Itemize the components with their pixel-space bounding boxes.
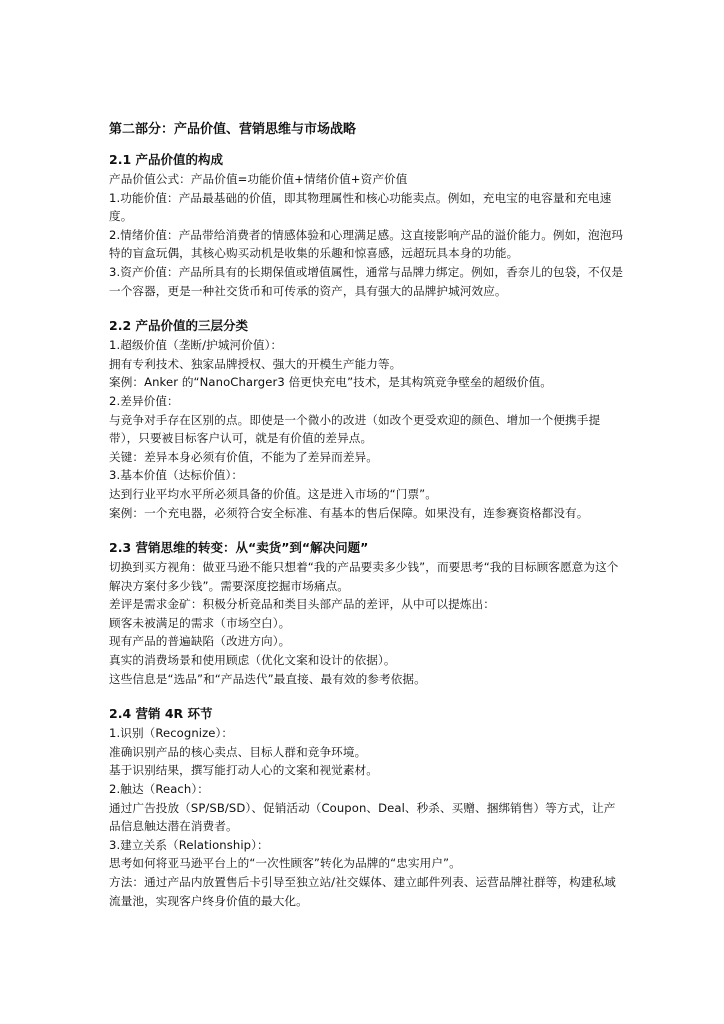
paragraph: 真实的消费场景和使用顾虑（优化文案和设计的依据）。 (109, 653, 396, 668)
paragraph: 3.基本价值（达标价值）： (109, 468, 244, 483)
paragraph: 2.触达（Reach）： (109, 782, 209, 797)
paragraph: 1.识别（Recognize）： (109, 726, 234, 741)
paragraph: 产品价值公式：产品价值=功能价值+情绪价值+资产价值 (109, 172, 408, 186)
paragraph: 1.超级价值（垄断/护城河价值）： (109, 338, 283, 353)
paragraph: 方法：通过产品内放置售后卡引导至独立站/社交媒体、建立邮件列表、运营品牌社群等，构建私域流量池，实现客户终身价值的最大化。 (109, 875, 616, 908)
paragraph: 2.差异价值： (109, 393, 179, 408)
section-title: 2.2 产品价值的三层分类 (109, 318, 248, 334)
paragraph: 案例：Anker 的“NanoCharger3 倍更快充电”技术，是其构筑竞争壁垒的超级价值。 (109, 375, 552, 390)
paragraph: 基于识别结果，撰写能打动人心的文案和视觉素材。 (109, 763, 378, 778)
paragraph: 达到行业平均水平所必须具备的价值。这是进入市场的“门票”。 (109, 486, 437, 501)
paragraph: 这些信息是“选品”和“产品迭代”最直接、最有效的参考依据。 (109, 671, 426, 686)
section-title: 2.3 营销思维的转变：从“卖货”到“解决问题” (109, 540, 369, 556)
paragraph: 1.功能价值：产品最基础的价值，即其物理属性和核心功能卖点。例如，充电宝的电容量和充电速度。 (109, 190, 612, 224)
section-2-2 (109, 316, 624, 522)
paragraph: 案例：一个充电器，必须符合安全标准、有基本的售后保障。如果没有，连参赛资格都没有。 (109, 505, 589, 520)
section-2-4 (109, 704, 624, 910)
paragraph: 差评是需求金矿：积极分析竞品和类目头部产品的差评，从中可以提炼出： (109, 597, 495, 612)
paragraph: 拥有专利技术、独家品牌授权、强大的开模生产能力等。 (109, 356, 402, 371)
paragraph: 准确识别产品的核心卖点、目标人群和竞争环境。 (109, 744, 367, 759)
paragraph: 顾客未被满足的需求（市场空白）。 (109, 615, 291, 630)
paragraph: 与竞争对手存在区别的点。即使是一个微小的改进（如改个更受欢迎的颜色、增加一个便携手提带），只要被目标客户认可，就是有价值的差异点。 (109, 412, 601, 446)
paragraph: 3.建立关系（Relationship）： (109, 837, 269, 852)
paragraph: 现有产品的普遍缺陷（改进方向）。 (109, 634, 291, 649)
paragraph: 3.资产价值：产品所具有的长期保值或增值属性，通常与品牌力绑定。例如，香奈儿的包袋，不仅是一个容器，更是一种社交货币和可传承的资产，具有强大的品牌护城河效应。 (109, 264, 624, 298)
paragraph: 切换到买方视角：做亚马逊不能只想着“我的产品要卖多少钱”，而要思考“我的目标顾客愿意为这个解决方案付多少钱”。需要深度挖掘市场痛点。 (109, 560, 619, 593)
section-title: 2.4 营销 4R 环节 (109, 706, 213, 722)
section-2-1 (109, 150, 624, 300)
paragraph: 思考如何将亚马逊平台上的“一次性顾客”转化为品牌的“忠实用户”。 (109, 856, 461, 871)
paragraph: 通过广告投放（SP/SB/SD）、促销活动（Coupon、Deal、秒杀、买赠、捆绑销售）等方式，让产品信息触达潜在消费者。 (109, 800, 616, 834)
paragraph: 2.情绪价值：产品带给消费者的情感体验和心理满足感。这直接影响产品的溢价能力。例如，泡泡玛特的盲盒玩偶，其核心购买动机是收集的乐趣和惊喜感，远超玩具本身的功能。 (109, 227, 624, 261)
part-title: 第二部分：产品价值、营销思维与市场战略 (109, 122, 357, 137)
paragraph: 关键：差异本身必须有价值，不能为了差异而差异。 (109, 449, 378, 464)
section-2-3 (109, 538, 624, 688)
section-title: 2.1 产品价值的构成 (109, 152, 223, 167)
